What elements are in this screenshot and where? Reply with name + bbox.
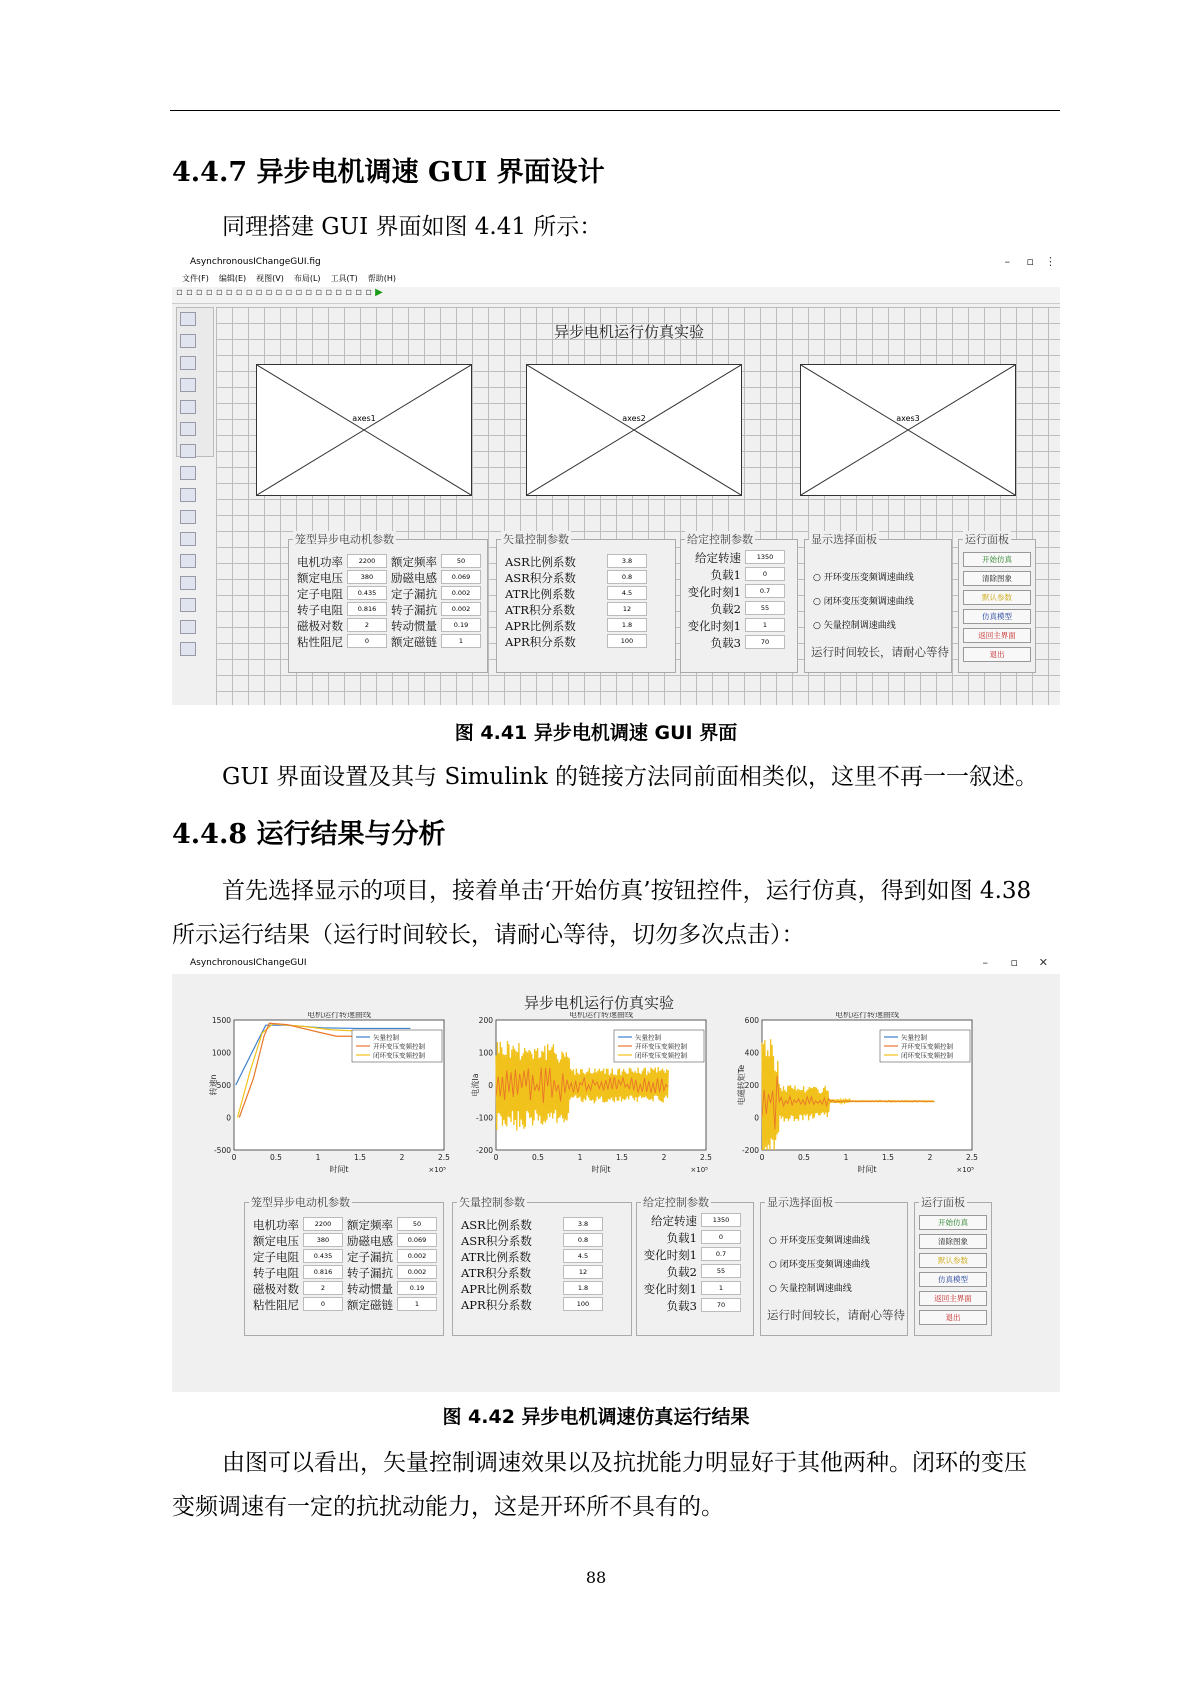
param-label: 定子电阻 bbox=[297, 587, 343, 601]
param-input[interactable]: 0.002 bbox=[397, 1249, 437, 1263]
x-tick-label: 2.5 bbox=[438, 1153, 450, 1162]
param-input[interactable]: 0.069 bbox=[397, 1233, 437, 1247]
run-button[interactable]: 开始仿真 bbox=[963, 552, 1031, 567]
x-tick-label: 2.5 bbox=[700, 1153, 712, 1162]
run-button[interactable]: 退出 bbox=[963, 647, 1031, 662]
x-tick-label: 0.5 bbox=[798, 1153, 810, 1162]
param-label: 变化时刻1 bbox=[687, 585, 741, 599]
pushbutton-tool-icon[interactable] bbox=[180, 334, 196, 348]
param-input[interactable]: 1.8 bbox=[607, 618, 647, 632]
layout-grid[interactable] bbox=[216, 307, 1060, 705]
param-label: ASR比例系数 bbox=[461, 1218, 532, 1232]
param-label: 负载2 bbox=[666, 1265, 697, 1279]
param-input[interactable]: 55 bbox=[745, 601, 785, 615]
x-tick-label: 2.5 bbox=[966, 1153, 978, 1162]
x-tick-label: 1.5 bbox=[354, 1153, 366, 1162]
param-label: ASR积分系数 bbox=[505, 571, 576, 585]
legend-entry: 闭环变压变频控制 bbox=[373, 1051, 425, 1060]
plot-title: 电机运行转速曲线 bbox=[569, 1012, 633, 1019]
y-axis-label: 转速n bbox=[209, 1074, 218, 1096]
x-tick-label: 1 bbox=[315, 1153, 321, 1162]
panel-title: 显示选择面板 bbox=[811, 533, 877, 546]
param-input[interactable]: 3.8 bbox=[563, 1217, 603, 1231]
param-label: 转子电阻 bbox=[253, 1266, 299, 1280]
paragraph-3-line-1: 首先选择显示的项目，接着单击‘开始仿真’按钮控件，运行仿真，得到如图 4.38 bbox=[222, 878, 1032, 904]
listbox-tool-icon[interactable] bbox=[180, 488, 196, 502]
param-label: 额定磁链 bbox=[347, 1298, 393, 1312]
panel-title: 运行面板 bbox=[921, 1196, 965, 1209]
param-label: 给定转速 bbox=[651, 1214, 697, 1228]
radio-option[interactable]: ○ 矢量控制调速曲线 bbox=[813, 621, 896, 631]
param-label: 定子漏抗 bbox=[391, 587, 437, 601]
param-label: 磁极对数 bbox=[297, 619, 343, 633]
run-titlebar bbox=[172, 954, 1060, 974]
axes2-label: axes2 bbox=[622, 414, 646, 424]
run-icon[interactable]: ▶ bbox=[375, 287, 383, 298]
param-input[interactable]: 0.816 bbox=[347, 602, 387, 616]
y-tick-label: 100 bbox=[478, 1048, 493, 1058]
radio-option[interactable]: ○ 矢量控制调速曲线 bbox=[769, 1284, 852, 1294]
param-label: 转子漏抗 bbox=[347, 1266, 393, 1280]
radio-option[interactable]: ○ 开环变压变频调速曲线 bbox=[769, 1236, 870, 1246]
plot-title: 电机运行转速曲线 bbox=[835, 1012, 899, 1019]
param-input[interactable]: 1 bbox=[441, 634, 481, 648]
maximize-icon[interactable]: ▫ bbox=[1010, 956, 1018, 969]
param-input[interactable]: 4.5 bbox=[607, 586, 647, 600]
param-label: 负载2 bbox=[710, 602, 741, 616]
param-label: 励磁电感 bbox=[347, 1234, 393, 1248]
gui-title: 异步电机运行仿真实验 bbox=[554, 323, 705, 341]
param-input[interactable]: 0.435 bbox=[303, 1249, 343, 1263]
axes2-placeholder[interactable] bbox=[526, 364, 742, 496]
panel-title: 矢量控制参数 bbox=[459, 1196, 525, 1209]
param-label: ATR比例系数 bbox=[461, 1250, 532, 1264]
header-rule bbox=[170, 110, 1060, 111]
legend-entry: 开环变压变频控制 bbox=[373, 1042, 425, 1051]
result-vector-params-panel bbox=[452, 1196, 632, 1336]
param-input[interactable]: 1.8 bbox=[563, 1281, 603, 1295]
panel-title: 笼型异步电动机参数 bbox=[295, 533, 394, 546]
param-label: APR比例系数 bbox=[461, 1282, 532, 1296]
y-tick-label: 1500 bbox=[211, 1016, 231, 1025]
param-input[interactable]: 1 bbox=[701, 1281, 741, 1295]
radio-option[interactable]: ○ 闭环变压变频调速曲线 bbox=[813, 597, 914, 607]
editor-vector-params-panel bbox=[496, 533, 676, 673]
param-label: 励磁电感 bbox=[391, 571, 437, 585]
param-input[interactable]: 0 bbox=[303, 1297, 343, 1311]
x-tick-label: 2 bbox=[399, 1153, 405, 1162]
y-tick-label: 0 bbox=[488, 1081, 493, 1090]
param-input[interactable]: 0.002 bbox=[441, 602, 481, 616]
popup-tool-icon[interactable] bbox=[180, 466, 196, 480]
legend-entry: 开环变压变频控制 bbox=[635, 1042, 687, 1051]
axes3-placeholder[interactable] bbox=[800, 364, 1016, 496]
result-run-panel bbox=[914, 1196, 992, 1336]
editor-run-panel bbox=[958, 533, 1036, 673]
param-label: 粘性阻尼 bbox=[253, 1298, 299, 1312]
param-input[interactable]: 0.002 bbox=[441, 586, 481, 600]
param-label: ASR积分系数 bbox=[461, 1234, 532, 1248]
x-axis-label: 时间t bbox=[857, 1165, 877, 1174]
slider-tool-icon[interactable] bbox=[180, 356, 196, 370]
maximize-icon[interactable]: ▫ bbox=[1026, 255, 1034, 268]
param-input[interactable]: 0.7 bbox=[701, 1247, 741, 1261]
param-input[interactable]: 380 bbox=[347, 570, 387, 584]
section-heading-4-4-7: 4.4.7 异步电机调速 GUI 界面设计 bbox=[172, 157, 605, 188]
param-label: 转动惯量 bbox=[347, 1282, 393, 1296]
param-label: 额定磁链 bbox=[391, 635, 437, 649]
y-tick-label: 500 bbox=[216, 1081, 231, 1090]
param-label: 变化时刻1 bbox=[643, 1282, 697, 1296]
menu-item-3[interactable]: 布局(L) bbox=[293, 274, 321, 283]
y-tick-label: 0 bbox=[754, 1113, 759, 1123]
param-label: 额定频率 bbox=[347, 1218, 393, 1232]
x-tick-label: 0 bbox=[493, 1153, 499, 1162]
param-input[interactable]: 55 bbox=[701, 1264, 741, 1278]
param-label: 转子电阻 bbox=[297, 603, 343, 617]
result-plot-1 bbox=[206, 1012, 476, 1190]
x-tick-label: 0.5 bbox=[532, 1153, 544, 1162]
result-plot-3 bbox=[734, 1012, 1004, 1190]
figure-4-42 bbox=[172, 954, 1060, 1392]
param-input[interactable]: 2 bbox=[303, 1281, 343, 1295]
panel-tool-icon[interactable] bbox=[180, 576, 196, 590]
figure-4-42-caption: 图 4.42 异步电机调速仿真运行结果 bbox=[442, 1406, 750, 1428]
x-tick-label: 1.5 bbox=[882, 1153, 894, 1162]
param-label: 定子漏抗 bbox=[347, 1250, 393, 1264]
section-heading-4-4-8: 4.4.8 运行结果与分析 bbox=[172, 819, 446, 850]
param-label: APR积分系数 bbox=[461, 1298, 532, 1312]
x-tick-label: 1 bbox=[577, 1153, 583, 1162]
editor-display-select-panel bbox=[804, 533, 952, 673]
wait-note: 运行时间较长，请耐心等待 bbox=[811, 645, 949, 659]
param-label: 变化时刻1 bbox=[687, 619, 741, 633]
param-input[interactable]: 1350 bbox=[745, 550, 785, 564]
x-tick-label: 1.5 bbox=[616, 1153, 628, 1162]
param-label: ATR积分系数 bbox=[461, 1266, 532, 1280]
panel-title: 给定控制参数 bbox=[643, 1196, 709, 1209]
wait-note: 运行时间较长，请耐心等待 bbox=[767, 1308, 905, 1322]
y-tick-label: -200 bbox=[475, 1146, 493, 1155]
paragraph-1: 同理搭建 GUI 界面如图 4.41 所示： bbox=[222, 214, 603, 240]
param-label: 负载1 bbox=[666, 1231, 697, 1245]
page-number: 88 bbox=[585, 1568, 607, 1587]
run-button[interactable]: 退出 bbox=[919, 1310, 987, 1325]
x-exponent: ×10⁵ bbox=[690, 1166, 708, 1174]
param-input[interactable]: 70 bbox=[745, 635, 785, 649]
paragraph-4-line-2: 变频调速有一定的抗扰动能力，这是开环所不具有的。 bbox=[172, 1494, 724, 1520]
param-input[interactable]: 0 bbox=[701, 1230, 741, 1244]
param-label: ATR积分系数 bbox=[505, 603, 576, 617]
param-input[interactable]: 50 bbox=[397, 1217, 437, 1231]
param-label: 电机功率 bbox=[297, 555, 343, 569]
y-tick-label: 600 bbox=[744, 1016, 759, 1025]
param-input[interactable]: 0.002 bbox=[397, 1265, 437, 1279]
param-label: ATR比例系数 bbox=[505, 587, 576, 601]
checkbox-tool-icon[interactable] bbox=[180, 400, 196, 414]
param-input[interactable]: 3.8 bbox=[607, 554, 647, 568]
run-button[interactable]: 仿真模型 bbox=[963, 609, 1031, 624]
param-input[interactable]: 50 bbox=[441, 554, 481, 568]
param-input[interactable]: 12 bbox=[607, 602, 647, 616]
legend-entry: 矢量控制 bbox=[635, 1033, 661, 1042]
y-tick-label: 200 bbox=[744, 1081, 759, 1090]
figure-4-41-caption: 图 4.41 异步电机调速 GUI 界面 bbox=[454, 722, 738, 744]
param-input[interactable]: 0.816 bbox=[303, 1265, 343, 1279]
param-label: APR积分系数 bbox=[505, 635, 576, 649]
param-label: 定子电阻 bbox=[253, 1250, 299, 1264]
component-palette bbox=[176, 307, 214, 457]
x-tick-label: 2 bbox=[661, 1153, 667, 1162]
x-tick-label: 0 bbox=[231, 1153, 237, 1162]
axes-tool-icon[interactable] bbox=[180, 554, 196, 568]
panel-title: 显示选择面板 bbox=[767, 1196, 833, 1209]
param-input[interactable]: 1350 bbox=[701, 1213, 741, 1227]
y-axis-label: 电磁转矩Te bbox=[737, 1064, 746, 1106]
run-button[interactable]: 清除图象 bbox=[963, 571, 1031, 586]
x-exponent: ×10⁵ bbox=[956, 1166, 974, 1174]
guide-menubar bbox=[172, 273, 1060, 287]
toolbar-icons[interactable]: ▫ ▫ ▫ ▫ ▫ ▫ ▫ ▫ ▫ ▫ ▫ ▫ ▫ ▫ ▫ ▫ ▫ ▫ ▫ ▫ bbox=[176, 287, 372, 298]
run-button[interactable]: 清除图象 bbox=[919, 1234, 987, 1249]
menu-item-5[interactable]: 帮助(H) bbox=[367, 274, 396, 283]
gui-title: 异步电机运行仿真实验 bbox=[524, 994, 675, 1012]
param-label: 额定电压 bbox=[297, 571, 343, 585]
param-input[interactable]: 12 bbox=[563, 1265, 603, 1279]
menu-item-2[interactable]: 视图(V) bbox=[256, 274, 284, 283]
param-input[interactable]: 0 bbox=[745, 567, 785, 581]
activex-tool-icon[interactable] bbox=[180, 620, 196, 634]
paragraph-4-line-1: 由图可以看出，矢量控制调速效果以及抗扰能力明显好于其他两种。闭环的变压 bbox=[222, 1450, 1027, 1476]
buttongroup-tool-icon[interactable] bbox=[180, 598, 196, 612]
run-button[interactable]: 默认参数 bbox=[919, 1253, 987, 1268]
menu-item-0[interactable]: 文件(F) bbox=[182, 274, 209, 283]
more-icon[interactable]: ⋮ bbox=[1045, 255, 1056, 268]
y-tick-label: 200 bbox=[478, 1016, 493, 1025]
x-tick-label: 0.5 bbox=[270, 1153, 282, 1162]
run-button[interactable]: 默认参数 bbox=[963, 590, 1031, 605]
menu-item-1[interactable]: 编辑(E) bbox=[218, 274, 247, 283]
guide-window-title: AsynchronousIChangeGUI.fig bbox=[190, 257, 321, 267]
radio-tool-icon[interactable] bbox=[180, 378, 196, 392]
menu-item-4[interactable]: 工具(T) bbox=[330, 274, 358, 283]
param-label: 额定频率 bbox=[391, 555, 437, 569]
guide-titlebar bbox=[172, 253, 1060, 273]
param-input[interactable]: 70 bbox=[701, 1298, 741, 1312]
param-input[interactable]: 4.5 bbox=[563, 1249, 603, 1263]
param-input[interactable]: 1 bbox=[397, 1297, 437, 1311]
y-tick-label: 400 bbox=[744, 1048, 759, 1058]
y-tick-label: -500 bbox=[213, 1146, 231, 1155]
result-given-params-panel bbox=[636, 1196, 754, 1336]
panel-title: 运行面板 bbox=[965, 533, 1009, 546]
param-label: 转子漏抗 bbox=[391, 603, 437, 617]
minimize-icon[interactable]: – bbox=[1004, 255, 1010, 268]
run-button[interactable]: 返回主界面 bbox=[919, 1291, 987, 1306]
y-tick-label: 1000 bbox=[211, 1048, 231, 1058]
figure-4-41 bbox=[172, 253, 1060, 705]
y-tick-label: -100 bbox=[475, 1113, 493, 1123]
table-tool-icon[interactable] bbox=[180, 532, 196, 546]
panel-title: 矢量控制参数 bbox=[503, 533, 569, 546]
run-button[interactable]: 返回主界面 bbox=[963, 628, 1031, 643]
param-input[interactable]: 380 bbox=[303, 1233, 343, 1247]
result-plot-svg bbox=[206, 1012, 476, 1190]
param-input[interactable]: 0.435 bbox=[347, 586, 387, 600]
result-motor-params-panel bbox=[244, 1196, 444, 1336]
axes1-label: axes1 bbox=[352, 414, 376, 424]
result-plot-svg bbox=[468, 1012, 738, 1190]
radio-option[interactable]: ○ 闭环变压变频调速曲线 bbox=[769, 1260, 870, 1270]
param-input[interactable]: 2 bbox=[347, 618, 387, 632]
param-input[interactable]: 1 bbox=[745, 618, 785, 632]
x-exponent: ×10⁵ bbox=[428, 1166, 446, 1174]
y-tick-label: -200 bbox=[741, 1146, 759, 1155]
paragraph-3-line-2: 所示运行结果（运行时间较长，请耐心等待，切勿多次点击）： bbox=[172, 922, 805, 948]
toggle-tool-icon[interactable] bbox=[180, 510, 196, 524]
param-label: 磁极对数 bbox=[253, 1282, 299, 1296]
param-input[interactable]: 0.069 bbox=[441, 570, 481, 584]
param-label: 负载3 bbox=[710, 636, 741, 650]
param-label: 电机功率 bbox=[253, 1218, 299, 1232]
x-tick-label: 2 bbox=[927, 1153, 933, 1162]
param-input[interactable]: 0.8 bbox=[563, 1233, 603, 1247]
legend-entry: 开环变压变频控制 bbox=[901, 1042, 953, 1051]
run-button[interactable]: 仿真模型 bbox=[919, 1272, 987, 1287]
x-axis-label: 时间t bbox=[329, 1165, 349, 1174]
text-tool-icon[interactable] bbox=[180, 444, 196, 458]
result-display-select-panel bbox=[760, 1196, 908, 1336]
axes1-placeholder[interactable] bbox=[256, 364, 472, 496]
param-input[interactable]: 100 bbox=[607, 634, 647, 648]
minimize-icon[interactable]: – bbox=[982, 956, 988, 969]
param-label: 粘性阻尼 bbox=[297, 635, 343, 649]
param-label: APR比例系数 bbox=[505, 619, 576, 633]
legend-entry: 闭环变压变频控制 bbox=[635, 1051, 687, 1060]
param-input[interactable]: 0.8 bbox=[607, 570, 647, 584]
param-label: 转动惯量 bbox=[391, 619, 437, 633]
param-label: ASR比例系数 bbox=[505, 555, 576, 569]
param-label: 负载3 bbox=[666, 1299, 697, 1313]
legend-entry: 矢量控制 bbox=[373, 1033, 399, 1042]
param-input[interactable]: 0.19 bbox=[397, 1281, 437, 1295]
axes3-label: axes3 bbox=[896, 414, 920, 424]
editor-motor-params-panel bbox=[288, 533, 488, 673]
grid-tool-icon[interactable] bbox=[180, 642, 196, 656]
result-plot-svg bbox=[734, 1012, 1004, 1190]
param-input[interactable]: 0 bbox=[347, 634, 387, 648]
y-axis-label: 电流Ia bbox=[471, 1073, 480, 1097]
param-input[interactable]: 2200 bbox=[303, 1217, 343, 1231]
param-input[interactable]: 100 bbox=[563, 1297, 603, 1311]
x-tick-label: 1 bbox=[843, 1153, 849, 1162]
select-tool-icon[interactable] bbox=[180, 312, 196, 326]
param-label: 负载1 bbox=[710, 568, 741, 582]
x-axis-label: 时间t bbox=[591, 1165, 611, 1174]
param-input[interactable]: 2200 bbox=[347, 554, 387, 568]
param-label: 给定转速 bbox=[695, 551, 741, 565]
panel-title: 笼型异步电动机参数 bbox=[251, 1196, 350, 1209]
editor-given-params-panel bbox=[680, 533, 798, 673]
legend-entry: 矢量控制 bbox=[901, 1033, 927, 1042]
panel-title: 给定控制参数 bbox=[687, 533, 753, 546]
param-input[interactable]: 0.19 bbox=[441, 618, 481, 632]
plot-title: 电机运行转速曲线 bbox=[307, 1012, 371, 1019]
paragraph-2: GUI 界面设置及其与 Simulink 的链接方法同前面相类似，这里不再一一叙述。 bbox=[222, 764, 1038, 790]
edit-tool-icon[interactable] bbox=[180, 422, 196, 436]
param-input[interactable]: 0.7 bbox=[745, 584, 785, 598]
close-icon[interactable]: ✕ bbox=[1038, 956, 1048, 969]
x-tick-label: 0 bbox=[759, 1153, 765, 1162]
radio-option[interactable]: ○ 开环变压变频调速曲线 bbox=[813, 573, 914, 583]
y-tick-label: 0 bbox=[226, 1113, 231, 1123]
guide-toolbar bbox=[172, 287, 1060, 304]
run-window-title: AsynchronousIChangeGUI bbox=[190, 958, 307, 968]
run-button[interactable]: 开始仿真 bbox=[919, 1215, 987, 1230]
param-label: 额定电压 bbox=[253, 1234, 299, 1248]
legend-entry: 闭环变压变频控制 bbox=[901, 1051, 953, 1060]
param-label: 变化时刻1 bbox=[643, 1248, 697, 1262]
result-plot-2 bbox=[468, 1012, 738, 1190]
